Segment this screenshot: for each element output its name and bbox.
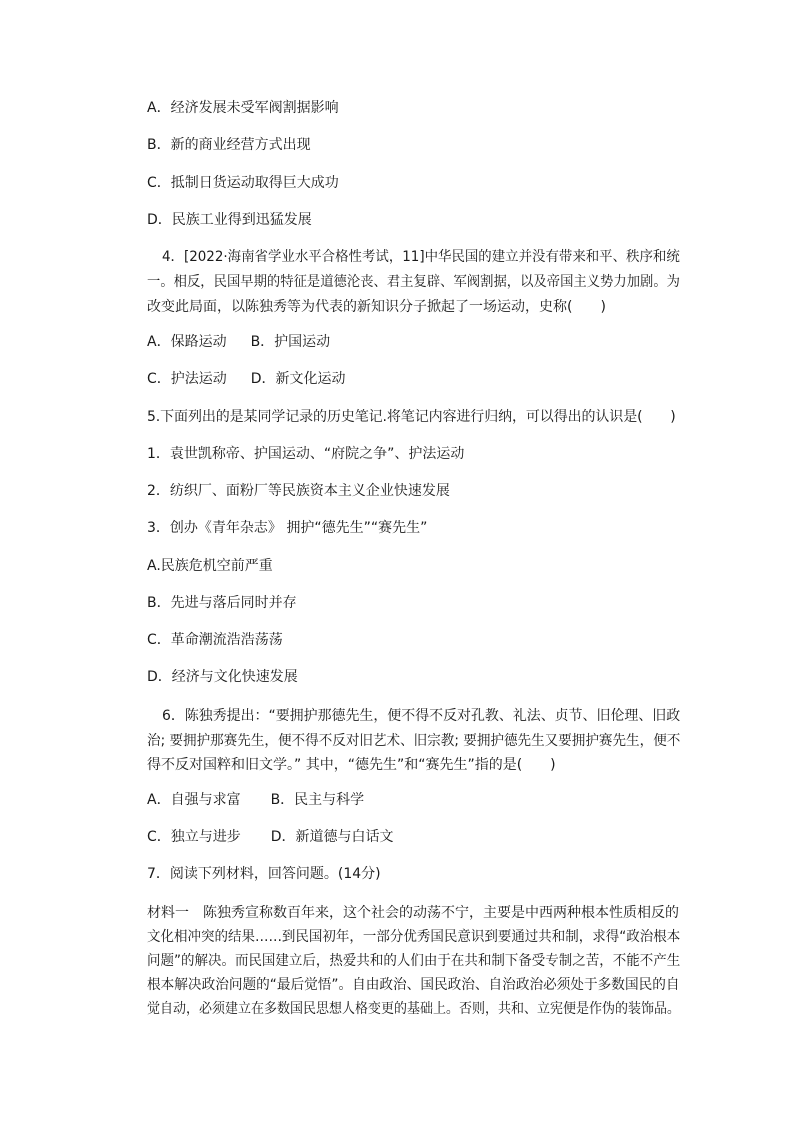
q7-material-line-3: 问题”的解决。而民国建立后，热爱共和的人们由于在共和制下备受专制之苦，不能不产生: [147, 953, 681, 969]
q7-material-line-4: 根本解决政治问题的“最后觉悟”。自由政治、国民政治、自治政治必须处于多数国民的自: [147, 977, 680, 993]
q5-note-2: 2．纺织厂、面粉厂等民族资本主义企业快速发展: [147, 483, 450, 499]
q5-option-a: A.民族危机空前严重: [147, 558, 273, 574]
q4-option-c: C．护法运动: [147, 371, 227, 387]
q5-note-3: 3．创办《青年杂志》 拥护“德先生”“赛先生”: [147, 520, 428, 536]
q5-stem: 5.下面列出的是某同学记录的历史笔记.将笔记内容进行归纳，可以得出的认识是( ): [147, 409, 676, 425]
q6-option-c: C．独立与进步: [147, 829, 241, 845]
q3-option-b: B．新的商业经营方式出现: [147, 137, 311, 153]
q3-option-d: D．民族工业得到迅猛发展: [147, 212, 312, 228]
q4-stem-line-2: 一。相反，民国早期的特征是道德沦丧、君主复辟、军阀割据，以及帝国主义势力加剧。为: [147, 274, 681, 290]
q6-option-b: B．民主与科学: [270, 792, 365, 808]
q4-options-row-1: [147, 332, 330, 352]
q5-option-c: C．革命潮流浩浩荡荡: [147, 632, 283, 648]
q3-option-c: C．抵制日货运动取得巨大成功: [147, 175, 339, 191]
q3-option-a: A．经济发展未受军阀割据影响: [147, 100, 339, 116]
q4-option-d: D．新文化运动: [250, 371, 346, 387]
q5-option-b: B．先进与落后同时并存: [147, 595, 297, 611]
q7-material-line-5: 觉自动，必须建立在多数国民思想人格变更的基础上。否则，共和、立宪便是作伪的装饰品。: [147, 1001, 681, 1017]
q6-options-row-2: [147, 827, 394, 847]
q4-stem-line-3: 改变此局面，以陈独秀等为代表的新知识分子掀起了一场运动，史称( ): [147, 299, 606, 315]
q5-note-1: 1．袁世凯称帝、护国运动、“府院之争”、护法运动: [147, 446, 465, 462]
q4-options-row-2: [147, 369, 346, 389]
q4-option-b: B．护国运动: [250, 334, 331, 350]
q4-stem-line-1: 4．[2022·海南省学业水平合格性考试，11]中华民国的建立并没有带来和平、秩序和统: [162, 249, 680, 265]
q4-option-a: A．保路运动: [147, 334, 227, 350]
q5-option-d: D．经济与文化快速发展: [147, 669, 298, 685]
q7-stem: 7．阅读下列材料，回答问题。(14分): [147, 866, 381, 882]
q7-material-line-2: 文化相冲突的结果……到民国初年，一部分优秀国民意识到要通过共和制，求得“政治根本: [147, 929, 681, 945]
q6-stem-line-3: 得不反对国粹和旧文学。” 其中，“德先生”和“赛先生”指的是( ): [147, 757, 556, 773]
q7-material-line-1: 材料一 陈独秀宣称数百年来，这个社会的动荡不宁，主要是中西两种根本性质相反的: [147, 905, 679, 921]
q6-option-a: A．自强与求富: [147, 792, 241, 808]
q6-option-d: D．新道德与白话文: [270, 829, 394, 845]
q6-stem-line-2: 治; 要拥护那赛先生，便不得不反对旧艺术、旧宗教; 要拥护德先生又要拥护赛先生，便不: [147, 733, 681, 749]
q6-stem-line-1: 6．陈独秀提出：“要拥护那德先生，便不得不反对孔教、礼法、贞节、旧伦理、旧政: [162, 708, 681, 724]
q6-options-row-1: [147, 790, 364, 810]
